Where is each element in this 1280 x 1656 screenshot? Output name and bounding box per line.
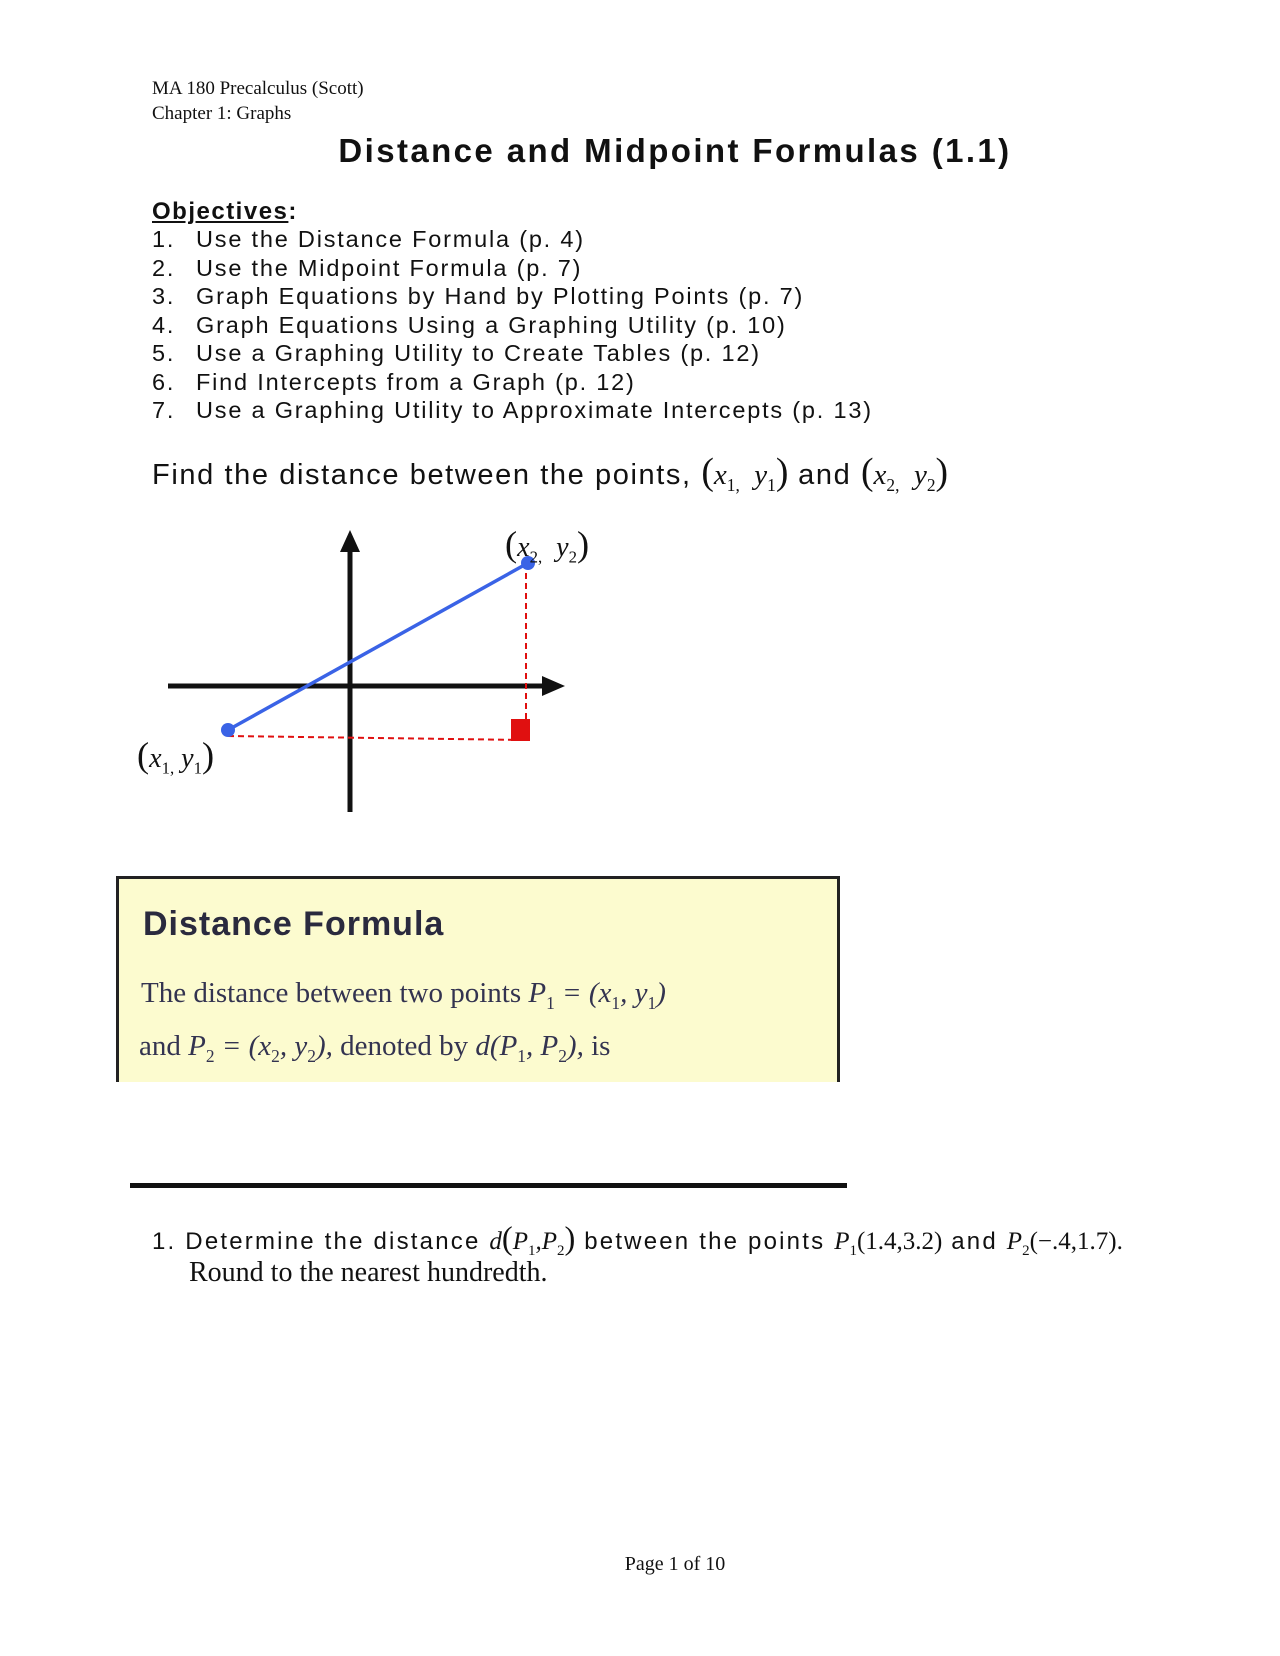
- chapter-header: Chapter 1: Graphs: [152, 103, 292, 124]
- point2-label: ($x_{2,}$ $y_2$): [505, 524, 590, 567]
- formula-line-2-end: is: [591, 1030, 611, 1062]
- objective-number: 6.: [152, 368, 176, 395]
- objective-text: Find Intercepts from a Graph (p. 12): [196, 368, 636, 395]
- point1-label: ($x_{1,}$ $y_1$): [137, 735, 215, 778]
- distance-formula-box: [116, 876, 840, 1082]
- right-angle-marker: [511, 719, 530, 741]
- formula-heading: Distance Formula: [143, 905, 445, 943]
- question-text-1: Determine the distance: [185, 1228, 481, 1255]
- objective-text: Graph Equations Using a Graphing Utility (p. 10): [196, 311, 787, 338]
- y-axis-arrow: [340, 530, 360, 552]
- question-p1-coords: (1.4,3.2): [856, 1228, 943, 1255]
- formula-line-2: [139, 1030, 610, 1067]
- question-text-2: between the points: [584, 1228, 826, 1255]
- distance-segment: [228, 563, 528, 730]
- objective-number: 4.: [152, 311, 176, 338]
- objective-number: 1.: [152, 226, 176, 252]
- formula-line-2-text: denoted by: [340, 1030, 469, 1062]
- distance-notation: $d(P_1$, $P_2$),: [475, 1030, 584, 1066]
- question-p1: $P_1(1.4,3.2)$: [834, 1228, 943, 1259]
- horizontal-leg: [228, 736, 526, 740]
- find-distance-text: Find the distance between the points,: [152, 459, 692, 491]
- objectives-heading: Objectives:: [152, 198, 298, 225]
- point1-notation: ($x_{1,}$ $y_1$): [701, 451, 789, 495]
- question-number: 1.: [152, 1228, 177, 1255]
- question-p2-coords: (−.4,1.7): [1029, 1228, 1117, 1255]
- question-1: [152, 1221, 1123, 1260]
- answer-divider-line: [130, 1183, 847, 1188]
- objective-text: Use a Graphing Utility to Approximate Intercepts (p. 13): [196, 397, 873, 423]
- formula-line-1: [141, 977, 666, 1014]
- objective-text: Use the Midpoint Formula (p. 7): [196, 254, 583, 281]
- question-distance-notation: $d(P_1,P_2)$: [489, 1221, 576, 1259]
- find-distance-and: and: [798, 459, 852, 491]
- objective-number: 2.: [152, 254, 176, 281]
- x-axis-arrow: [542, 676, 565, 696]
- objective-text: Use the Distance Formula (p. 4): [196, 226, 585, 252]
- course-header: MA 180 Precalculus (Scott): [152, 78, 364, 99]
- page-number: Page 1 of 10: [624, 1553, 726, 1575]
- question-end-period: .: [1116, 1228, 1123, 1255]
- formula-line-2-and: and: [139, 1030, 181, 1062]
- objective-text: Use a Graphing Utility to Create Tables (p. 12): [196, 340, 761, 366]
- objectives-heading-text: Objectives: [152, 198, 289, 225]
- question-1-instruction: Round to the nearest hundredth.: [189, 1257, 548, 1288]
- objective-text: Graph Equations by Hand by Plotting Points (p. 7): [196, 283, 805, 309]
- objective-number: 7.: [152, 397, 176, 423]
- p1-definition: $P_1 = (x_1$, $y_1$): [528, 977, 666, 1013]
- point1-dot: [221, 723, 235, 737]
- point2-notation: ($x_{2,}$ $y_2$): [860, 451, 949, 495]
- question-p2: $P_2(-.4,1.7)$: [1006, 1228, 1117, 1259]
- page-title: Distance and Midpoint Formulas (1.1): [338, 132, 1012, 169]
- formula-line-1-text: The distance between two points: [141, 977, 522, 1009]
- p2-definition: $P_2 = (x_2$, $y_2$),: [188, 1030, 333, 1066]
- objective-number: 3.: [152, 283, 176, 309]
- question-text-3: and: [951, 1228, 998, 1255]
- objective-number: 5.: [152, 340, 176, 366]
